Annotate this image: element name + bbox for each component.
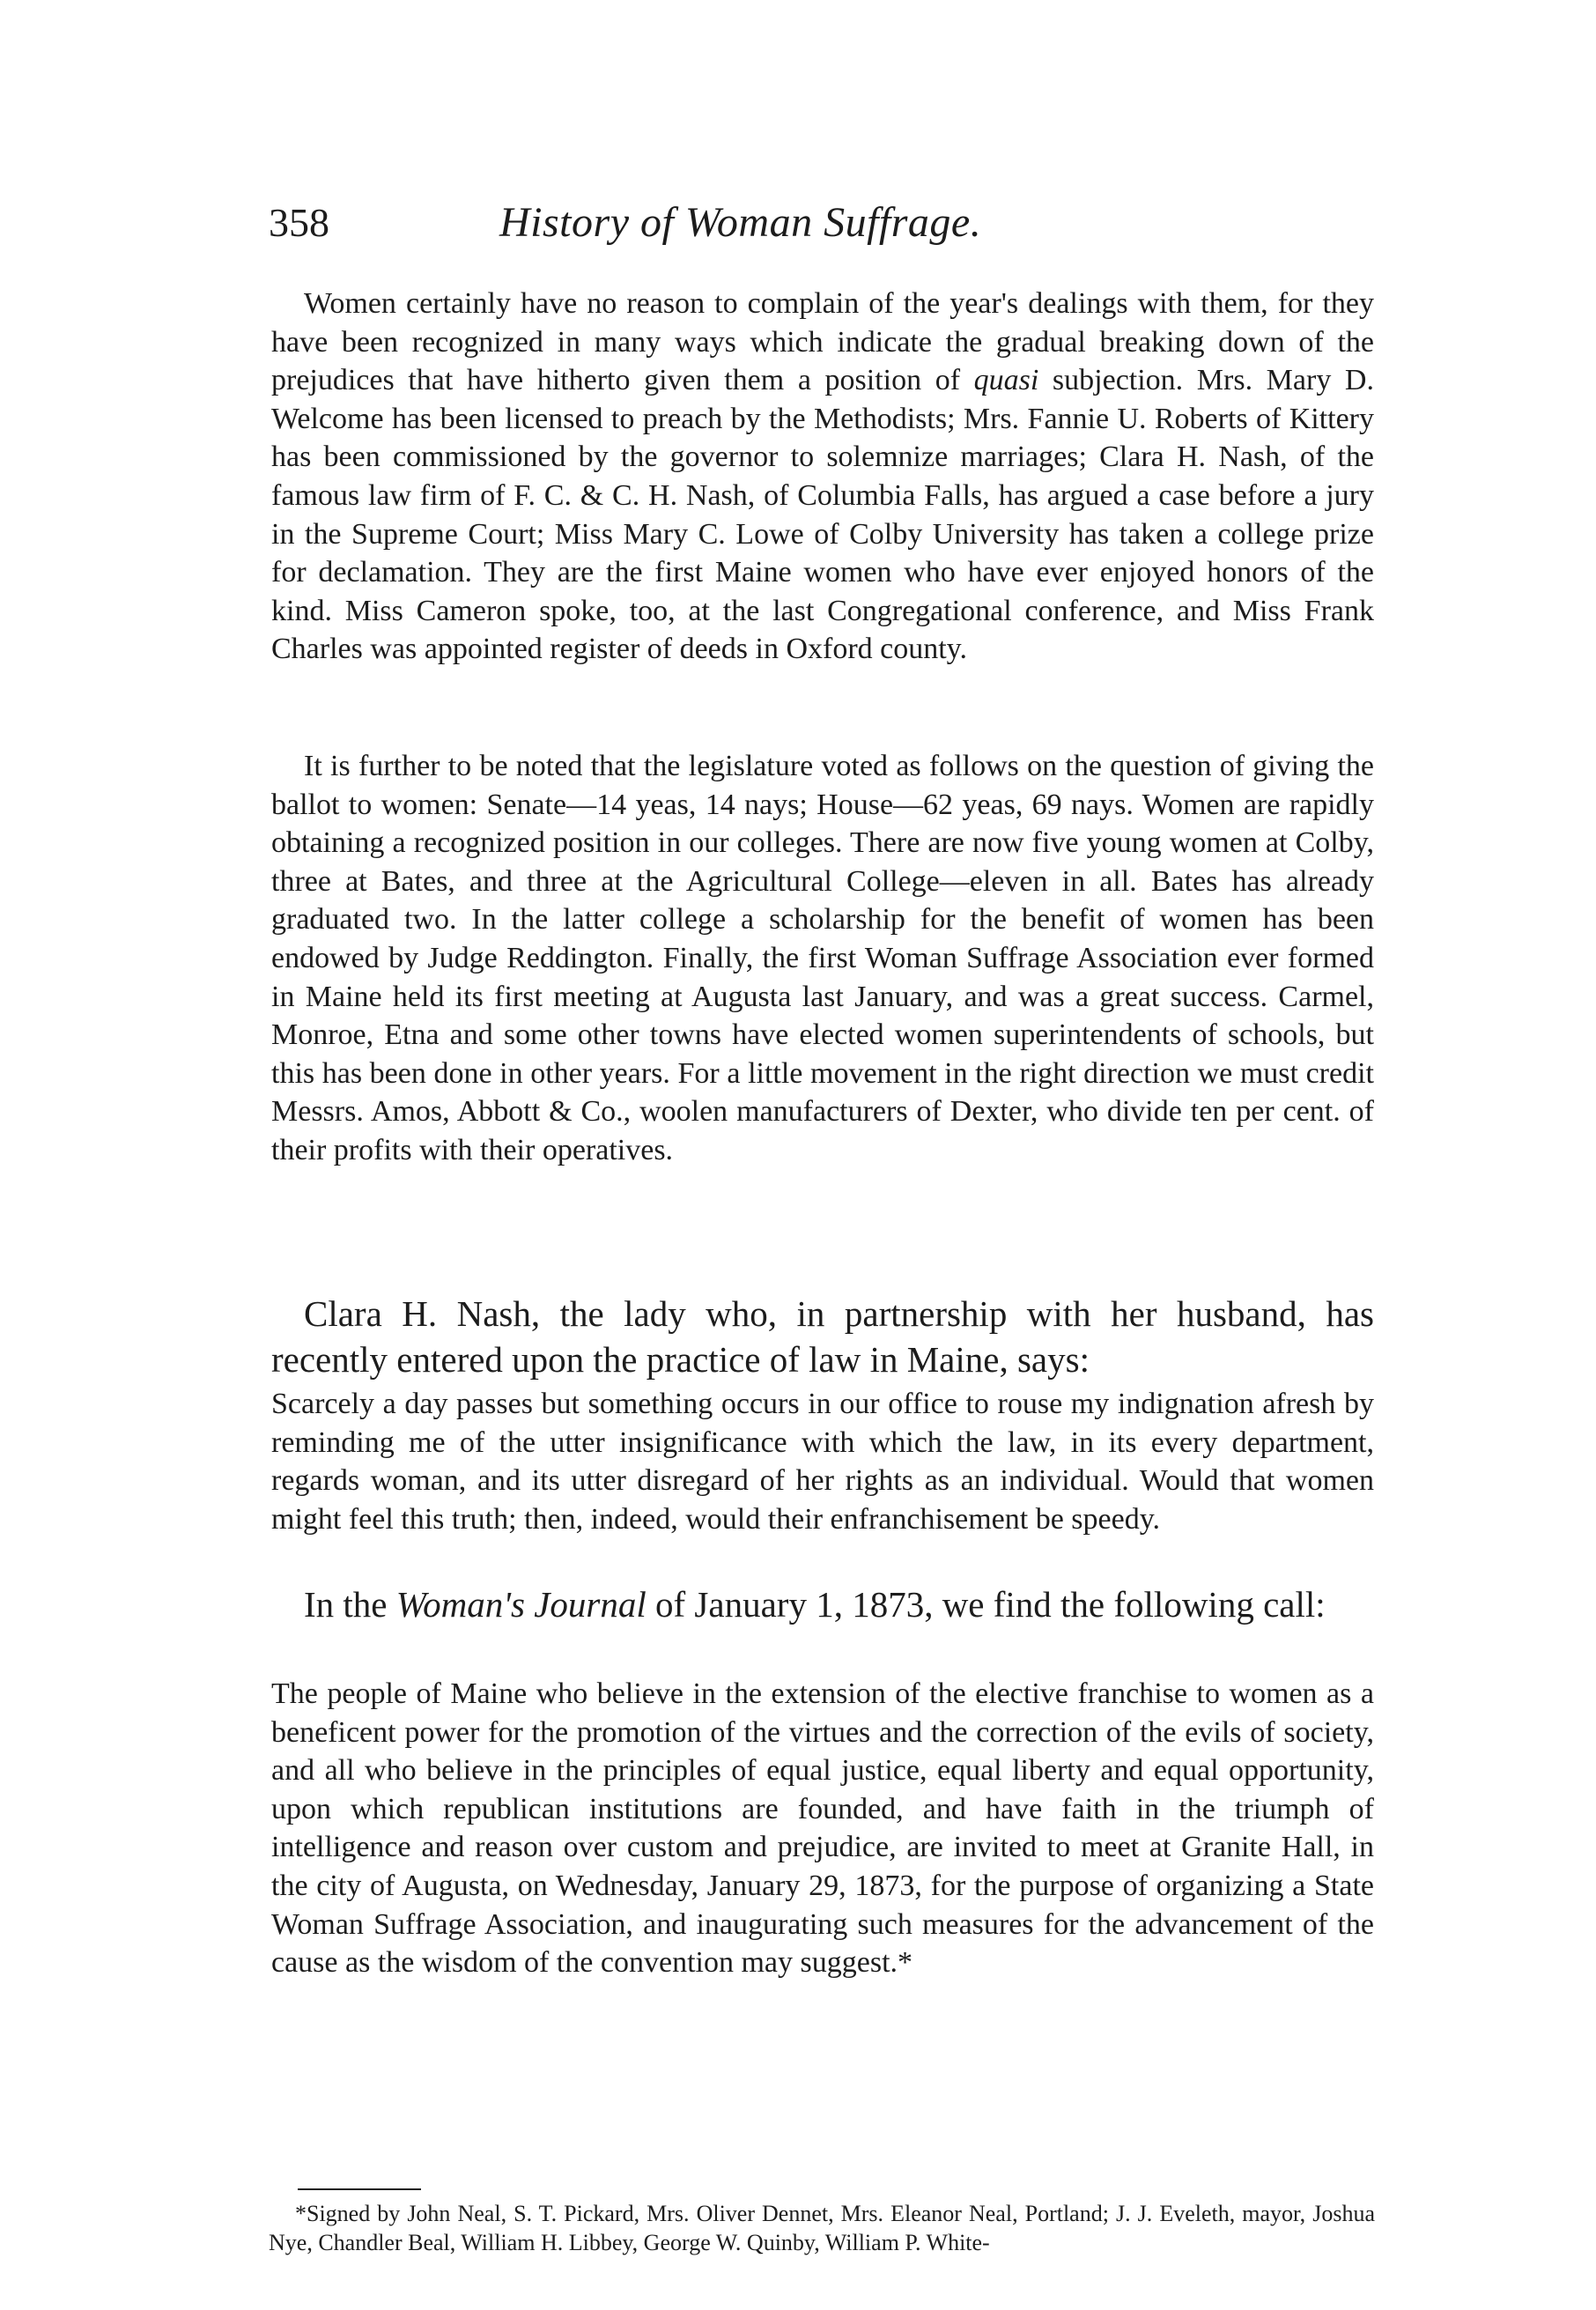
journal-intro-text [271,1581,1374,1627]
journal-intro-part-2: of January 1, 1873, we find the following call: [646,1584,1326,1625]
nash-intro-text: Clara H. Nash, the lady who, in partnership with her husband, has recently entered upon the practice of law in Maine, says: [271,1293,1374,1380]
intro-text-part-1: Women certainly have no reason to complain of the year's dealings with them, for they have been recognized in many ways which indicate the gradual breaking down of the prejudices that have hitherto given them a position of [271,287,1374,397]
legislature-paragraph-text: It is further to be noted that the legislature voted as follows on the question of giving the ballot to women: Senate—14 yeas, 14 nays; House—62 yeas, 69 nays. Women are rapidly obtaining a recognized position in our colleges. There are now five young women at Colby, three at Bates, and three at the Agricultural College—eleven in all. Bates has already graduated two. In the latter college a scholarship for the benefit of women has been endowed by Judge Reddington. Finally, the first Woman Suffrage Association ever formed in Maine held its first meeting at Augusta last January, and was a great success. Carmel, Monroe, Etna and some other towns have elected women superintendents of schools, but this has been done in other years. For a little movement in the right direction we must credit Messrs. Amos, Abbott & Co., woolen manufacturers of Dexter, who divide ten per cent. of their profits with their operatives. [271,750,1374,1166]
footnote-rule [298,2188,421,2190]
footnote-text: *Signed by John Neal, S. T. Pickard, Mrs. Oliver Dennet, Mrs. Eleanor Neal, Portland; J. J. Eveleth, mayor, Joshua Nye, Chandler Beal, William H. Libbey, George W. Quinby, William P. White- [269,2201,1375,2255]
womans-journal-italic: Woman's Journal [395,1584,647,1625]
legislature-paragraph [271,747,1374,1170]
intro-paragraph-text [271,285,1374,669]
convention-call-quote [271,1675,1374,1982]
intro-text-part-2: subjection. Mrs. Mary D. Welcome has been licensed to preach by the Methodists; Mrs. Fannie U. Roberts of Kittery has been commissioned by the governor to solemnize marriages; Clara H. Nash, of the famous law firm of F. C. & C. H. Nash, of Columbia Falls, has argued a case before a jury in the Supreme Court; Miss Mary C. Lowe of Colby University has taken a college prize for declamation. They are the first Maine women who have ever enjoyed honors of the kind. Miss Cameron spoke, too, at the last Congregational conference, and Miss Frank Charles was appointed register of deeds in Oxford county. [271,364,1374,666]
convention-call-text: The people of Maine who believe in the extension of the elective franchise to women as a beneficent power for the promotion of the virtues and the correction of the evils of society, and all who believe in the principles of equal justice, equal liberty and equal opportunity, upon which republican institutions are founded, and have faith in the triumph of intelligence and reason over custom and prejudice, are invited to meet at Granite Hall, in the city of Augusta, on Wednesday, January 29, 1873, for the purpose of organizing a State Woman Suffrage Association, and inaugurating such measures for the advancement of the cause as the wisdom of the convention may suggest.* [271,1677,1374,1980]
nash-intro-paragraph [271,1291,1374,1382]
journal-intro-paragraph [271,1581,1374,1627]
running-title: History of Woman Suffrage. [499,199,982,246]
running-head [269,192,1378,254]
footnote [269,2199,1375,2257]
page-number: 358 [269,200,329,245]
journal-intro-part-1: In the [304,1584,396,1625]
nash-quote [271,1385,1374,1538]
nash-quote-text: Scarcely a day passes but something occurs in our office to rouse my indignation afresh by reminding me of the utter insignificance with which the law, in its every department, regards woman, and its utter disregard of her rights as an individual. Would that women might feel this truth; then, indeed, would their enfranchisement be speedy. [271,1388,1374,1536]
quasi-italic: quasi [973,364,1039,397]
intro-paragraph [271,285,1374,669]
